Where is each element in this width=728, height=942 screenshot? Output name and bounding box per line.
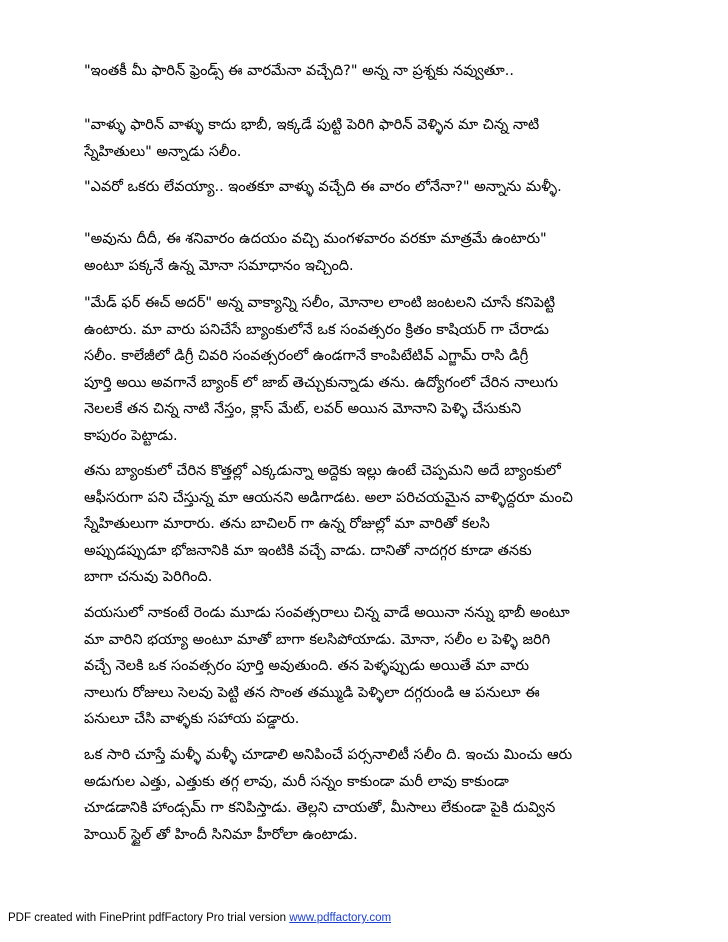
text-line: పనులూ చేసి వాళ్ళకు సహాయ పడ్డారు. bbox=[84, 711, 300, 727]
text-line: మా వారిని భయ్యా అంటూ మాతో బాగా కలసిపోయాడు. మోనా, సలీం ల పెళ్ళి జరిగి bbox=[84, 631, 551, 648]
paragraph-8 bbox=[84, 742, 664, 848]
text-line: నెలలకే తన చిన్న నాటి నేస్తం, క్లాస్ మేట్, లవర్ అయిన మోనాని పెళ్ళి చేసుకుని bbox=[84, 401, 522, 417]
text-line: పూర్తి అయి అవగానే బ్యాంక్ లో జాబ్ తెచ్చుకున్నాడు తను. ఉద్యోగంలో చేరిన నాలుగు bbox=[84, 374, 559, 391]
text-line: స్నేహితులుగా మారారు. తను బాచిలర్ గా ఉన్న రోజుల్లో మా వారితో కలసి bbox=[84, 516, 490, 532]
pdffactory-link[interactable]: www.pdffactory.com bbox=[289, 912, 392, 924]
paragraph-5 bbox=[84, 290, 664, 449]
text-line: ఆఫీసరుగా పని చేస్తున్న మా ఆయనని అడిగాడట. అలా పరిచయమైన వాళ్ళిద్దరూ మంచి bbox=[84, 489, 573, 506]
text-line: "అవును దీదీ, ఈ శనివారం ఉదయం వచ్చి మంగళవారం వరకూ మాత్రమే ఉంటారు" bbox=[84, 231, 547, 247]
text-line: చూడడానికి హాండ్సమ్ గా కనిపిస్తాడు. తెల్లని చాయతో, మీసాలు లేకుండా పైకి దువ్విన bbox=[84, 800, 556, 816]
text-line: ఒక సారి చూస్తే మళ్ళీ మళ్ళీ చూడాలి అనిపించే పర్సనాలిటీ సలీం ది. ఇంచు మించు ఆరు bbox=[84, 747, 573, 763]
text-line: అంటూ పక్కనే ఉన్న మోనా సమాధానం ఇచ్చింది. bbox=[84, 257, 354, 274]
paragraph-7 bbox=[84, 600, 664, 733]
text-line: అడుగుల ఎత్తు, ఎత్తుకు తగ్గ లావు, మరీ సన్నం కాకుండా మరీ లావు కాకుండా bbox=[84, 773, 509, 790]
text-line: వచ్చే నెలకి ఒక సంవత్సరం పూర్తి అవుతుంది. తన పెళ్ళప్పుడు అయితే మా వారు bbox=[84, 658, 529, 674]
text-line: సలీం. కాలేజీలో డిగ్రీ చివరి సంవత్సరంలో ఉండగానే కాంపిటేటివ్ ఎగ్జామ్ రాసి డిగ్రీ bbox=[84, 348, 529, 364]
paragraph-4 bbox=[84, 226, 664, 279]
text-line: బాగా చనువు పెరిగింది. bbox=[84, 569, 213, 585]
text-line: హెయిర్ స్టైల్ తో హిందీ సినిమా హీరోలా ఉంటాడు. bbox=[84, 826, 358, 843]
paragraph-2 bbox=[84, 112, 664, 165]
footer-text: PDF created with FinePrint pdfFactory Pro trial version bbox=[8, 912, 290, 924]
text-line: "మేడ్ ఫర్ ఈచ్ అదర్" అన్న వాక్యాన్ని సలీం, మోనాల లాంటి జంటలని చూసే కనిపెట్టి bbox=[84, 295, 556, 311]
text-line: "ఇంతకీ మీ ఫారిన్ ఫ్రెండ్స్ ఈ వారమేనా వచ్చేది?" అన్న నా ప్రశ్నకు నవ్వుతూ.. bbox=[84, 63, 514, 79]
text-line: "ఎవరో ఒకరు లేవయ్యా.. ఇంతకూ వాళ్ళు వచ్చేది ఈ వారం లోనేనా?" అన్నాను మళ్ళీ. bbox=[84, 179, 562, 195]
text-line: ఉంటారు. మా వారు పనిచేసే బ్యాంకులోనే ఒక సంవత్సరం క్రితం కాషియర్ గా చేరాడు bbox=[84, 321, 549, 338]
paragraph-6 bbox=[84, 458, 664, 591]
pdf-footer bbox=[8, 912, 391, 924]
paragraph-3 bbox=[84, 174, 664, 201]
text-line: నాలుగు రోజులు సెలవు పెట్టి తన సొంత తమ్ముడి పెళ్ళిలా దగ్గరుండి ఆ పనులూ ఈ bbox=[84, 684, 540, 701]
text-line: అప్పుడప్పుడూ భోజనానికి మా ఇంటికి వచ్చే వాడు. దానితో నాదగ్గర కూడా తనకు bbox=[84, 542, 532, 559]
text-line: "వాళ్ళు ఫారిన్ వాళ్ళు కాదు భాబీ, ఇక్కడే పుట్టి పెరిగి ఫారిన్ వెళ్ళిన మా చిన్న నాటి bbox=[84, 117, 540, 133]
paragraph-1 bbox=[84, 58, 664, 85]
text-line: స్నేహితులు" అన్నాడు సలీం. bbox=[84, 143, 242, 160]
text-line: వయసులో నాకంటే రెండు మూడు సంవత్సరాలు చిన్న వాడే అయినా నన్ను భాబీ అంటూ bbox=[84, 605, 570, 621]
text-line: తను బ్యాంకులో చేరిన కొత్తల్లో ఎక్కడున్నా అద్దెకు ఇల్లు ఉంటే చెప్పమని అదే బ్యాంకులో bbox=[84, 463, 561, 479]
text-line: కాపురం పెట్టాడు. bbox=[84, 427, 178, 444]
